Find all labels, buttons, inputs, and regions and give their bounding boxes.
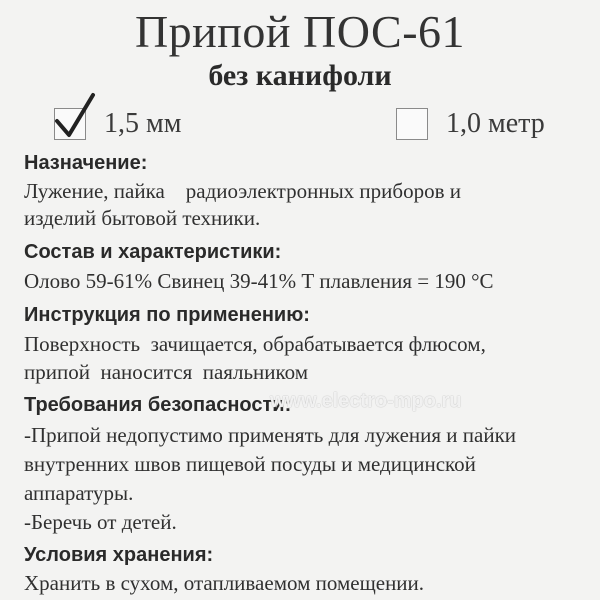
heading-storage: Условия хранения: (24, 544, 214, 566)
heading-purpose: Назначение: (24, 152, 148, 174)
heading-safety: Требования безопасности: (24, 394, 292, 416)
option-label-diameter: 1,5 мм (104, 108, 182, 139)
product-title: Припой ПОС-61 (134, 6, 466, 57)
text-instructions-line-2: припой наносится паяльником (24, 360, 309, 384)
text-purpose-line-1: Лужение, пайка радиоэлектронных приборов и (24, 179, 461, 203)
text-storage: Хранить в сухом, отапливаемом помещении. (24, 571, 425, 595)
text-safety-line-2: внутренних швов пищевой посуды и медицинской (24, 452, 476, 476)
checkbox-checked (54, 108, 86, 140)
text-composition: Олово 59-61% Свинец 39-41% Т плавления = 190 °С (24, 269, 494, 293)
option-label-length: 1,0 метр (446, 108, 545, 139)
text-instructions-line-1: Поверхность зачищается, обрабатывается флюсом, (24, 332, 486, 356)
product-subtitle: без канифоли (208, 59, 392, 92)
text-safety-line-1: -Припой недопустимо применять для лужения и пайки (24, 423, 517, 447)
option-diameter (54, 98, 181, 142)
heading-instructions: Инструкция по применению: (24, 304, 310, 326)
text-purpose-line-2: изделий бытовой техники. (24, 206, 261, 230)
heading-composition: Состав и характеристики: (24, 241, 282, 263)
watermark: www.electro-mpo.ru (270, 390, 462, 412)
option-length (396, 98, 545, 142)
checkbox-unchecked (396, 108, 428, 140)
text-safety-line-4: -Беречь от детей. (24, 510, 177, 534)
text-safety-line-3: аппаратуры. (24, 481, 134, 505)
checkmark-icon (51, 91, 99, 143)
